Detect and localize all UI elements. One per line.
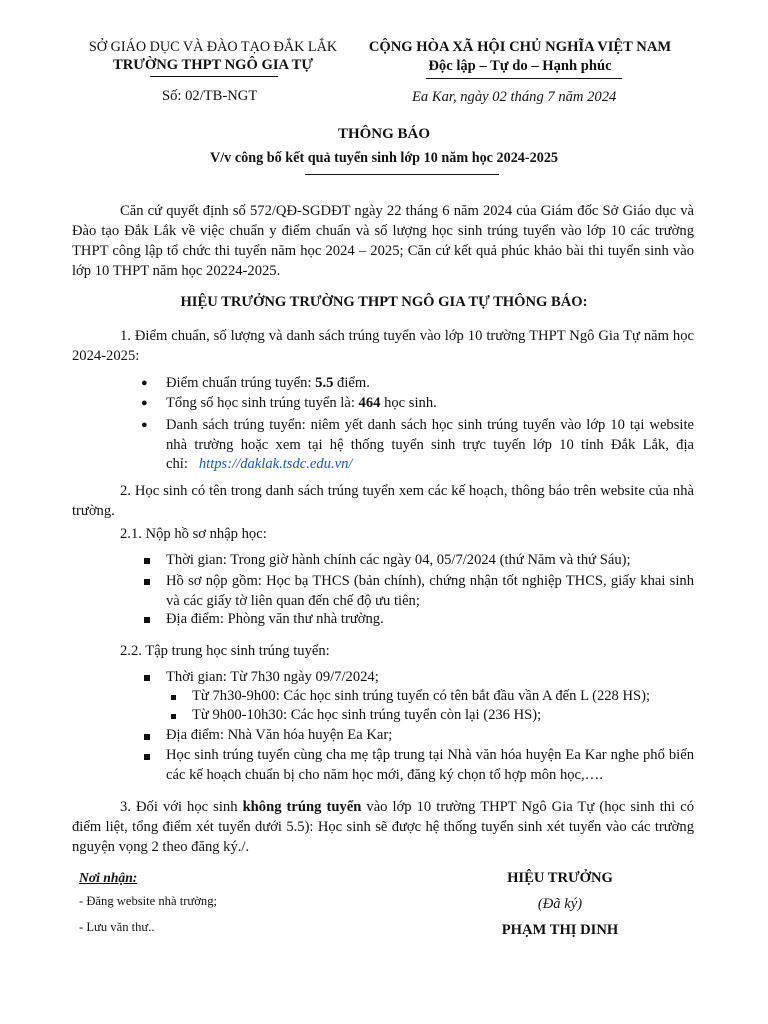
bullet-square — [144, 754, 150, 760]
place-date: Ea Kar, ngày 02 tháng 7 năm 2024 — [412, 89, 617, 105]
list-item: Hồ sơ nộp gồm: Học bạ THCS (bản chính), chứng nhận tốt nghiệp THCS, giấy khai sinh và các giấy tờ liên quan đến chế độ ưu tiên; — [166, 573, 694, 609]
recipients-title: Nơi nhận: — [79, 870, 138, 885]
announce-heading: HIỆU TRƯỞNG TRƯỜNG THPT NGÔ GIA TỰ THÔNG BÁO: — [180, 294, 588, 310]
list-item: Học sinh trúng tuyển cùng cha mẹ tập trung tại Nhà văn hóa huyện Ea Kar nghe phổ biến các kế hoạch chuẩn bị cho năm học mới, đăng ký chọn tổ hợp môn học,…. — [166, 747, 694, 783]
motto-underline — [426, 78, 622, 79]
motto: Độc lập – Tự do – Hạnh phúc — [428, 58, 612, 74]
title-underline — [305, 174, 499, 175]
header-left — [68, 38, 358, 75]
bullet-square — [144, 579, 150, 585]
recipient-item: - Đăng website nhà trường; — [79, 894, 217, 908]
section-2-1-title: 2.1. Nộp hồ sơ nhập học: — [120, 526, 267, 542]
bullet-square — [144, 617, 150, 623]
school-underline — [150, 76, 278, 77]
signer-name: PHẠM THỊ DINH — [501, 922, 619, 938]
bullet-square — [144, 734, 150, 740]
nation-name: CỘNG HÒA XÃ HỘI CHỦ NGHĨA VIỆT NAM — [368, 39, 672, 55]
signer-role: HIỆU TRƯỞNG — [507, 870, 613, 886]
website-link[interactable]: https://daklak.tsdc.edu.vn/ — [198, 456, 353, 472]
bullet-square — [144, 558, 150, 564]
section-3-text: 3. Đối với học sinh không trúng tuyển vào lớp 10 trường THPT Ngô Gia Tự (học sinh thi có điểm liệt, tổng điểm xét tuyển dưới 5.5): Học sinh sẽ được hệ thống tuyển sinh xét tuyển vào các trường nguyện vọng 2 theo đăng ký./. — [72, 799, 694, 855]
sub-list-item: Từ 7h30-9h00: Các học sinh trúng tuyển có tên bắt đầu vần A đến L (228 HS); — [192, 688, 651, 704]
list-item-total: Tổng số học sinh trúng tuyển là: 464 học sinh. — [166, 395, 437, 411]
school-name: TRƯỜNG THPT NGÔ GIA TỰ — [112, 57, 314, 73]
department-name: SỞ GIÁO DỤC VÀ ĐÀO TẠO ĐẮK LẮK — [88, 39, 338, 55]
list-item: Địa điểm: Phòng văn thư nhà trường. — [166, 611, 384, 627]
list-item-list: Danh sách trúng tuyển: niêm yết danh sách học sinh trúng tuyển vào lớp 10 tại website nhà trường hoặc xem tại hệ thống tuyển sinh trực tuyến lớp 10 tỉnh Đắk Lắk, địa chỉ: https://daklak.tsdc.edu.vn/ — [166, 417, 694, 472]
header-right — [350, 37, 690, 76]
bullet-dot: ● — [141, 397, 148, 409]
list-item: Địa điểm: Nhà Văn hóa huyện Ea Kar; — [166, 727, 393, 743]
section-1-text: 1. Điểm chuẩn, số lượng và danh sách trúng tuyển vào lớp 10 trường THPT Ngô Gia Tự năm học 2024-2025: — [72, 328, 694, 364]
bullet-square-small — [171, 695, 176, 700]
recipient-item: - Lưu văn thư.. — [79, 920, 155, 934]
intro-paragraph: Căn cứ quyết định số 572/QĐ-SGDĐT ngày 22 tháng 6 năm 2024 của Giám đốc Sở Giáo dục và Đào tạo Đắk Lắk về việc chuẩn y điểm chuẩn và số lượng học sinh trúng tuyển vào lớp 10 các trường THPT công lập tổ chức thi tuyển năm học 2024 – 2025; Căn cứ kết quả phúc khảo bài thi tuyển sinh vào lớp 10 THPT năm học 20224-2025. — [72, 203, 694, 279]
section-2-text: 2. Học sinh có tên trong danh sách trúng tuyển xem các kế hoạch, thông báo trên website của nhà trường. — [72, 483, 694, 519]
notice-title: THÔNG BÁO — [337, 126, 431, 142]
bullet-dot: ● — [141, 377, 148, 389]
list-item: Thời gian: Từ 7h30 ngày 09/7/2024; — [166, 669, 379, 685]
bullet-square-small — [171, 714, 176, 719]
section-2-2-title: 2.2. Tập trung học sinh trúng tuyển: — [120, 643, 330, 659]
sub-list-item: Từ 9h00-10h30: Các học sinh trúng tuyển còn lại (236 HS); — [192, 707, 542, 723]
bullet-square — [144, 675, 150, 681]
list-item-cutoff: Điểm chuẩn trúng tuyển: 5.5 điểm. — [166, 375, 370, 391]
bullet-dot: ● — [141, 419, 148, 431]
signed-note: (Đã ký) — [537, 896, 583, 912]
document-number: Số: 02/TB-NGT — [162, 88, 258, 104]
list-item: Thời gian: Trong giờ hành chính các ngày 04, 05/7/2024 (thứ Năm và thứ Sáu); — [166, 552, 631, 568]
notice-subject: V/v công bố kết quả tuyển sinh lớp 10 năm học 2024-2025 — [209, 150, 559, 166]
